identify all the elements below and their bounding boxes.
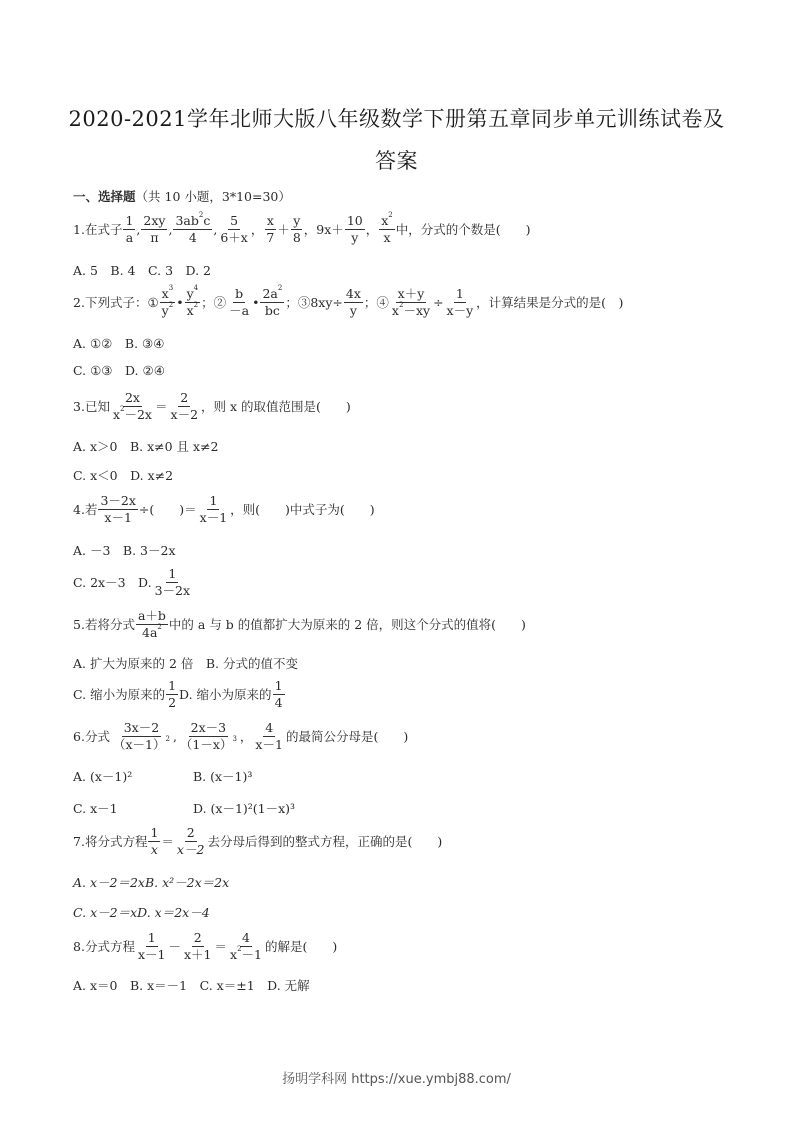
fraction: $\frac{4}{x-1}$ — [255, 720, 283, 752]
fraction: $\frac{1}{x-1}$ — [199, 493, 228, 525]
fraction: $\frac{2}{x+1}$ — [183, 930, 212, 962]
fraction: $\frac{2}{x-2}$ — [176, 825, 205, 857]
fraction: $\frac{2x}{x^2-2x}$ — [112, 390, 152, 422]
document-title-line2: 答案 — [375, 149, 418, 173]
fraction: $\frac{3x-2}{(x-1)^2}$ — [112, 720, 170, 752]
question-3-options-cd: C. x＜0 D. x≠2 — [73, 468, 174, 483]
question-4-options-cd: C. 2x－3 D. $\frac{1}{3-2x}$ — [73, 566, 191, 598]
fraction: $\frac{3ab^2c}{4}$ — [175, 211, 211, 245]
fraction: $\frac{y}{8}$ — [292, 213, 301, 245]
document-title-line1: 2020-2021学年北师大版八年级数学下册第五章同步单元训练试卷及 — [68, 107, 725, 131]
question-7-options-cd: C. x－2＝xD. x＝2x－4 — [73, 905, 210, 920]
fraction: $\frac{10}{y}$ — [346, 213, 363, 245]
fraction: $\frac{4}{x^2-1}$ — [230, 930, 262, 962]
question-5-options-ab: A. 扩大为原来的 2 倍 B. 分式的值不变 — [73, 656, 299, 671]
question-5-stem: 5. 若将分式 $\frac{a+b}{4a^2}$ 中的 a 与 b 的值都扩大为原来的 2 倍，则这个分式的值将( ) — [73, 608, 526, 640]
fraction: $\frac{1}{x-y}$ — [446, 286, 474, 318]
fraction: $\frac{1}{x-1}$ — [137, 930, 166, 962]
fraction: $\frac{y^4}{x^2}$ — [186, 284, 199, 318]
fraction: $\frac{x^3}{y^2}$ — [161, 284, 174, 318]
fraction: $\frac{b}{-a}$ — [229, 286, 250, 318]
question-5-options-cd: C. 缩小为原来的 $\frac{1}{2}$ D. 缩小为原来的 $\frac{1}{4}$ — [73, 678, 283, 710]
question-6-stem: 6. 分式 $\frac{3x-2}{(x-1)^2}$ , $\frac{2x-3}{(1-x)^3}$ ， $\frac{4}{x-1}$ 的最简公分母是( ) — [73, 720, 409, 752]
question-6-options-ab: A. (x－1)² B. (x－1)³ — [73, 769, 253, 784]
fraction: $\frac{5}{6+x}$ — [220, 213, 248, 245]
fraction: $\frac{4x}{y}$ — [345, 286, 361, 318]
fraction: $\frac{1}{x}$ — [150, 825, 159, 857]
question-8-options: A. x＝0 B. x＝－1 C. x＝±1 D. 无解 — [73, 978, 310, 993]
question-4-options-ab: A. －3 B. 3－2x — [73, 543, 176, 558]
question-3-options-ab: A. x＞0 B. x≠0 且 x≠2 — [73, 439, 219, 454]
question-3-stem: 3. 已知 $\frac{2x}{x^2-2x}$ ＝ $\frac{2}{x-2}$ ，则 x 的取值范围是( ) — [73, 390, 351, 422]
fraction: $\frac{2xy}{\pi}$ — [143, 213, 166, 245]
fraction: $\frac{2x-3}{(1-x)^3}$ — [179, 720, 237, 752]
question-1-options: A. 5 B. 4 C. 3 D. 2 — [73, 263, 212, 278]
question-7-stem: 7. 将分式方程 $\frac{1}{x}$ ＝ $\frac{2}{x-2}$ 去分母后得到的整式方程，正确的是( ) — [73, 825, 443, 857]
fraction: $\frac{x+y}{x^2-xy}$ — [391, 286, 431, 318]
section-heading — [73, 187, 291, 205]
fraction: $\frac{x^2}{x}$ — [381, 211, 393, 245]
section-note: （共 10 小题，3*10=30） — [135, 189, 291, 204]
fraction: $\frac{1}{3-2x}$ — [154, 566, 191, 598]
fraction: $\frac{3-2x}{x-1}$ — [100, 493, 136, 525]
fraction: $\frac{1}{a}$ — [125, 213, 134, 245]
question-2-options-cd: C. ①③ D. ②④ — [73, 363, 165, 378]
question-8-stem: 8. 分式方程 $\frac{1}{x-1}$ － $\frac{2}{x+1}$ ＝ $\frac{4}{x^2-1}$ 的解是( ) — [73, 930, 338, 962]
fraction: $\frac{2a^2}{bc}$ — [262, 284, 283, 318]
question-1-stem: 1. 在式子 $\frac{1}{a}$ , $\frac{2xy}{\pi}$ , $\frac{3ab^2c}{4}$ , $\frac{5}{6+x}$ ， $\frac{x}{7}$ ＋ $\frac{y}{8}$ ，9x＋ $\frac{10}{y}$ ， $\frac{x^2}{x}$ 中，分式的个数是( ) — [73, 211, 531, 245]
question-6-options-cd: C. x－1 D. (x－1)²(1－x)³ — [73, 801, 296, 816]
fraction: $\frac{x}{7}$ — [266, 213, 275, 245]
fraction: $\frac{1}{4}$ — [274, 678, 283, 710]
fraction: $\frac{2}{x-2}$ — [170, 390, 199, 422]
fraction: $\frac{1}{2}$ — [168, 678, 177, 710]
question-2-stem: 2. 下列式子： ① $\frac{x^3}{y^2}$ • $\frac{y^4}{x^2}$ ；② $\frac{b}{-a}$ • $\frac{2a^2}{bc}$ ；③8xy÷ $\frac{4x}{y}$ ；④ $\frac{x+y}{x^2-xy}$ ÷ $\frac{1}{x-y}$ ，计算结果是分式的是( ) — [73, 284, 624, 318]
question-2-options-ab: A. ①② B. ③④ — [73, 336, 165, 351]
question-7-options-ab: A. x－2＝2xB. x²－2x＝2x — [73, 875, 230, 890]
fraction: $\frac{a+b}{4a^2}$ — [137, 608, 166, 640]
footer-watermark: 扬明学科网 https://xue.ymbj88.com/ — [282, 1072, 511, 1087]
question-4-stem: 4. 若 $\frac{3-2x}{x-1}$ ÷( )＝ $\frac{1}{x-1}$ ，则( )中式子为( ) — [73, 493, 375, 525]
section-label: 一、选择题 — [73, 189, 136, 204]
